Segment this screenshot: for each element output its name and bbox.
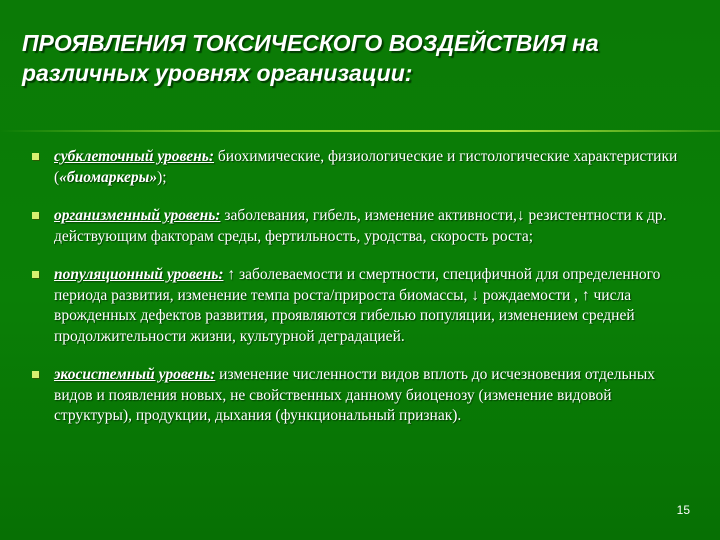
level-term: организменный уровень: <box>54 207 221 224</box>
list-item-text <box>54 206 692 247</box>
list-item-text <box>54 147 692 188</box>
list-item-text <box>54 365 692 427</box>
bullet-list <box>32 147 692 445</box>
level-description: биохимические, физиологические и гистологические характеристики ( <box>54 148 678 186</box>
square-bullet-icon <box>32 153 39 160</box>
list-item-ecosystem <box>32 365 692 427</box>
level-description: заболевания, гибель, изменение активности,↓ резистентности к др. действующим факторам среды, фертильность, уродства, скорость роста; <box>54 207 667 245</box>
list-item-organismal <box>32 206 692 247</box>
level-term: экосистемный уровень: <box>54 366 216 383</box>
slide-title: ПРОЯВЛЕНИЯ ТОКСИЧЕСКОГО ВОЗДЕЙСТВИЯ на различных уровнях организации: <box>22 30 599 86</box>
level-term: популяционный уровень: <box>54 266 224 283</box>
list-item-text <box>54 265 692 347</box>
square-bullet-icon <box>32 371 39 378</box>
list-item-subcellular <box>32 147 692 188</box>
level-description-end: ); <box>157 168 167 186</box>
list-item-population <box>32 265 692 347</box>
square-bullet-icon <box>32 271 39 278</box>
title-divider <box>0 130 720 132</box>
page-number: 15 <box>676 503 690 517</box>
biomarkers-emphasis: «биомаркеры» <box>59 168 158 186</box>
square-bullet-icon <box>32 212 39 219</box>
level-description: изменение численности видов вплоть до исчезновения отдельных видов и появления новых, не свойственных данному биоценозу (изменение видовой структуры), продукции, дыхания (функциональный признак). <box>54 366 656 424</box>
level-term: субклеточный уровень: <box>54 148 215 165</box>
level-description: ↑ заболеваемости и смертности, специфичной для определенного периода развития, изменение темпа роста/прироста биомассы, ↓ рождаемости , ↑ числа врожденных дефектов развития, проявляются гибелью популяции, изменением средней продолжительности жизни, культурной деградацией. <box>54 266 661 345</box>
